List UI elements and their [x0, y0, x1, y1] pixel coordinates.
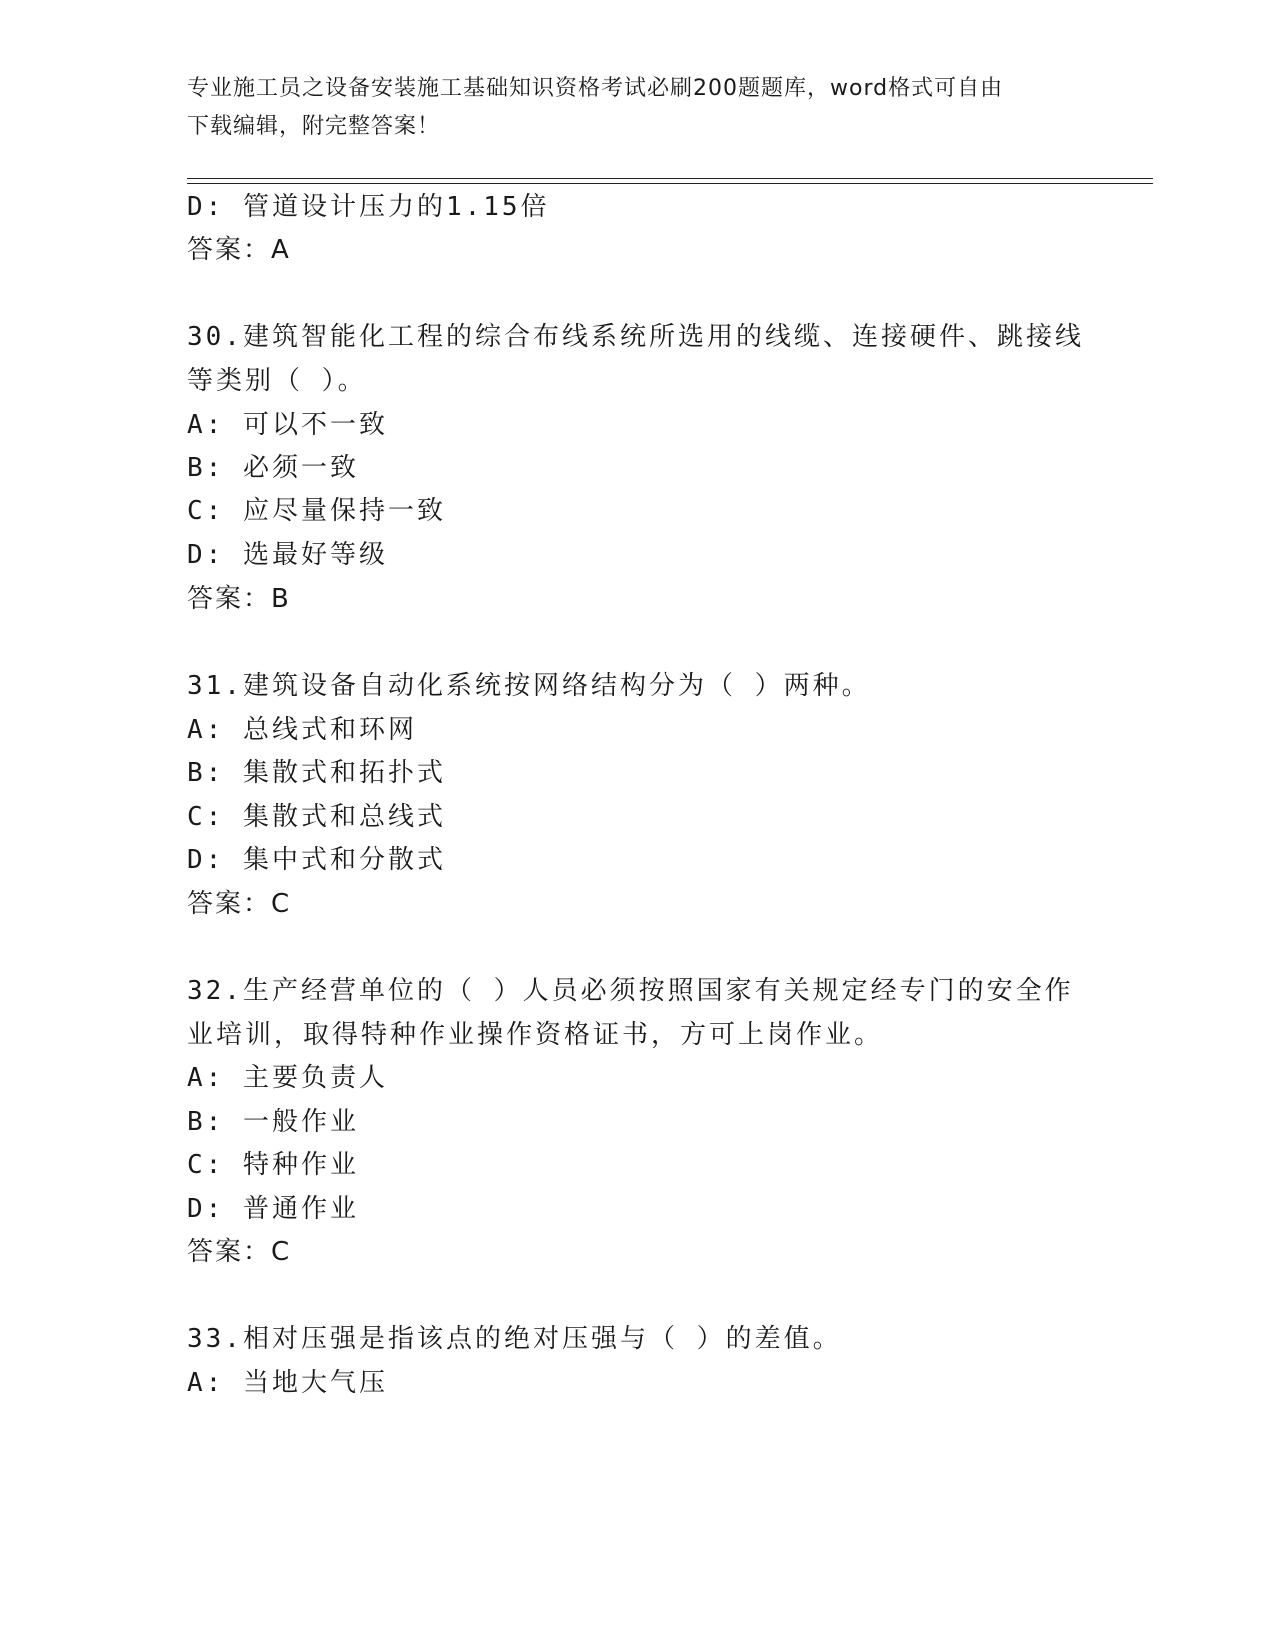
q30-option-b: B: 必须一致 — [187, 453, 359, 483]
q32-option-c: C: 特种作业 — [187, 1150, 359, 1180]
q31-option-b: B: 集散式和拓扑式 — [187, 758, 446, 788]
q32-option-d: D: 普通作业 — [187, 1194, 359, 1224]
prev-answer: 答案：A — [187, 235, 291, 265]
q32-stem-line-1: 32.生产经营单位的（ ）人员必须按照国家有关规定经专门的安全作 — [187, 976, 1074, 1006]
q33-stem-line-1: 33.相对压强是指该点的绝对压强与（ ）的差值。 — [187, 1324, 842, 1354]
prev-option-d: D: 管道设计压力的1.15倍 — [187, 192, 550, 222]
q30-option-a: A: 可以不一致 — [187, 410, 388, 440]
header-divider-bottom — [187, 183, 1153, 184]
document-header — [187, 70, 1077, 146]
q31-stem-line-1: 31.建筑设备自动化系统按网络结构分为（ ）两种。 — [187, 671, 871, 701]
q30-stem-line-2: 等类别（ ）。 — [187, 366, 367, 396]
header-divider-top — [187, 178, 1153, 179]
q32-option-a: A: 主要负责人 — [187, 1063, 388, 1093]
header-line-1: 专业施工员之设备安装施工基础知识资格考试必刷200题题库，word格式可自由 — [187, 76, 1004, 101]
q32-option-b: B: 一般作业 — [187, 1107, 359, 1137]
q31-answer: 答案：C — [187, 889, 292, 919]
q31-option-c: C: 集散式和总线式 — [187, 802, 446, 832]
q32-stem-line-2: 业培训，取得特种作业操作资格证书，方可上岗作业。 — [187, 1020, 884, 1050]
q30-stem-line-1: 30.建筑智能化工程的综合布线系统所选用的线缆、连接硬件、跳接线 — [187, 322, 1084, 352]
q32-answer: 答案：C — [187, 1237, 292, 1267]
q31-option-a: A: 总线式和环网 — [187, 715, 417, 745]
q30-option-d: D: 选最好等级 — [187, 540, 388, 570]
header-line-2: 下载编辑，附完整答案！ — [187, 114, 441, 139]
q30-option-c: C: 应尽量保持一致 — [187, 496, 446, 526]
q30-answer: 答案：B — [187, 584, 291, 614]
q33-option-a: A: 当地大气压 — [187, 1368, 388, 1398]
q31-option-d: D: 集中式和分散式 — [187, 845, 446, 875]
